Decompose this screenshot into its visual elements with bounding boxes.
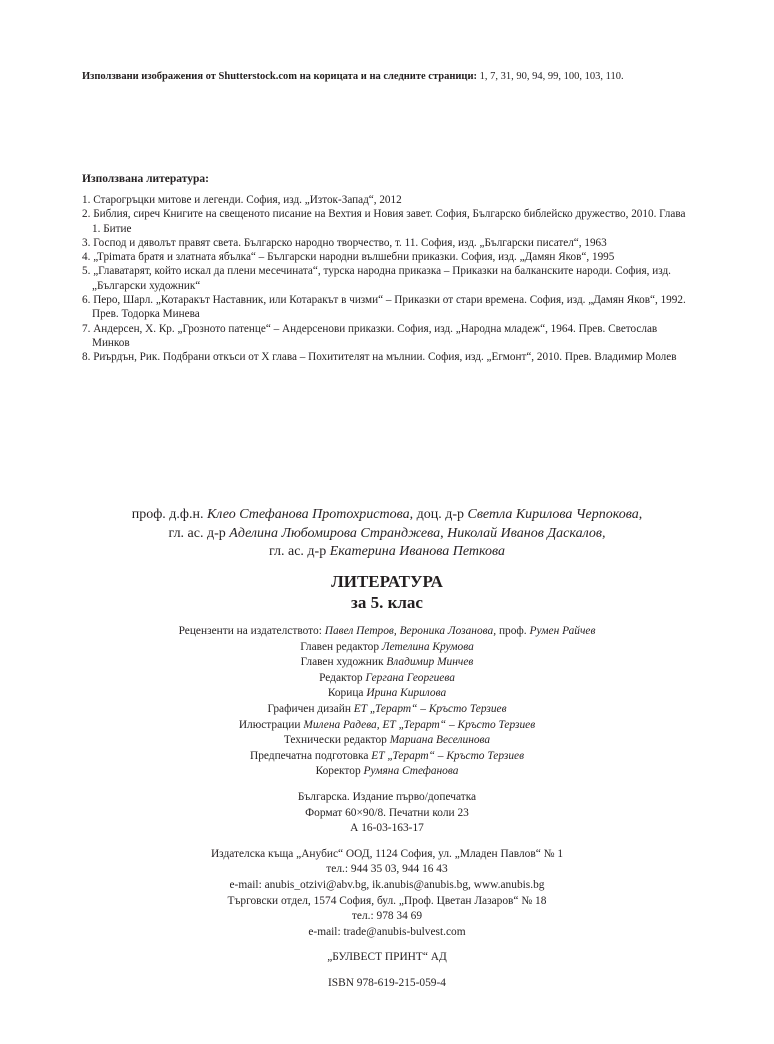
isbn-line: ISBN 978-619-215-059-4 [327,976,446,989]
illustrations-line [0,718,774,734]
editor-label: Редактор [319,671,363,684]
author-2-name: Светла Кирилова Черпокова [467,507,639,522]
chief-editor-label: Главен редактор [300,640,380,653]
chief-artist-line [0,655,774,671]
author-4-name: Николай Иванов Даскалов, [447,525,606,541]
reviewers-line [0,624,774,640]
spacer [0,837,774,847]
image-credits-pages: 1, 7, 31, 90, 94, 99, 100, 103, 110. [479,71,624,82]
reviewers-names: Павел Петров, Вероника Лозанова, [324,625,497,637]
spacer [0,966,774,976]
design-name: ЕТ „Терарт“ – Кръсто Терзиев [353,702,507,715]
image-credits-label: Използвани изображения от Shutterstock.com на корицата и на следните страници: [82,71,478,82]
literature-item: 4. „Трimата братя и златната ябълка“ – Български народни вълшебни приказки. София, изд. „Дамян Яков“, 1995 [82,251,615,264]
authors-line-1 [60,506,714,525]
printer-line: „БУЛВЕСТ ПРИНТ“ АД [327,951,447,964]
author-2-title: , доц. д-р [409,507,465,522]
prepress-name: ЕТ „Терарт“ – Кръсто Терзиев [371,749,525,762]
tech-editor-label: Технически редактор [283,734,387,747]
cover-line [0,686,774,702]
authors-separator: , [440,525,444,541]
book-title: ЛИТЕРАТУРА [331,572,443,591]
authors-line-2 [60,525,714,544]
publisher-line: Издателска къща „Анубис“ ООД, 1124 София, ул. „Младен Павлов“ № 1 [210,847,564,860]
reviewers-last: Румен Райчев [529,625,596,637]
design-line [0,702,774,718]
illustrations-label: Илюстрации [238,718,301,731]
authors-separator: , [638,507,643,522]
reviewers-prof: проф. [498,625,527,637]
chief-artist-name: Владимир Минчев [386,656,474,669]
spacer [0,940,774,950]
imprint-block [0,624,774,991]
chief-editor-line [0,640,774,656]
literature-item: 6. Перо, Шарл. „Котаракът Наставник, или Котаракът в чизми“ – Приказки от стари времена. София, изд. „Дамян Яков“, 1992. Прев. Тодорка Минева [82,294,686,321]
author-3-title: гл. ас. д-р [168,525,226,541]
corrector-name: Румяна Стефанова [363,765,459,778]
author-1-title: проф. д.ф.н. [131,507,204,522]
literature-item: 1. Старогръцки митове и легенди. София, изд. „Изток-Запад“, 2012 [82,194,402,206]
literature-item: 2. Библия, сиреч Книгите на свещеното писание на Вехтия и Новия завет. София, Българско библейско дружество, 2010. Глава 1. Битие [82,208,686,235]
design-label: Графичен дизайн [267,702,351,715]
prepress-line [0,749,774,765]
trade-email-line: e-mail: trade@anubis-bulvest.com [308,925,466,938]
author-5-title: гл. ас. д-р [268,544,327,559]
literature-item: 3. Господ и дяволът правят света. Българско народно творчество, т. 11. София, изд. „Български писател“, 1963 [82,236,607,249]
authors-line-3 [60,543,714,562]
book-title-block [0,571,774,613]
literature-heading: Използвана литература: [82,173,209,185]
edition-line: Българска. Издание първо/допечатка [297,790,477,803]
book-subtitle: за 5. клас [351,593,423,612]
editor-line [0,671,774,687]
literature-list [82,193,692,365]
corrector-line [0,764,774,780]
authors-block [60,506,714,562]
image-credits [82,71,722,82]
trade-dept-line: Търговски отдел, 1574 София, бул. „Проф. Цветан Лазаров“ № 18 [227,894,547,907]
tech-editor-name: Мариана Веселинова [389,734,491,747]
author-3-name: Аделина Любомирова Странджева [229,525,441,541]
tech-editor-line [0,733,774,749]
reviewers-label: Рецензенти на издателството: [178,625,322,637]
editor-name: Гергана Георгиева [365,671,455,684]
code-line: А 16-03-163-17 [350,822,424,835]
author-1-name: Клео Стефанова Протохристова [206,507,410,522]
chief-artist-label: Главен художник [300,656,384,669]
format-line: Формат 60×90/8. Печатни коли 23 [305,806,469,819]
corrector-label: Коректор [315,765,361,778]
phones-line: тел.: 944 35 03, 944 16 43 [326,863,448,876]
author-5-name: Екатерина Иванова Петкова [329,544,506,559]
illustrations-name: Милена Радева, ЕТ „Терарт“ – Кръсто Терзиев [303,718,536,731]
prepress-label: Предпечатна подготовка [249,749,369,762]
trade-phone-line: тел.: 978 34 69 [351,910,423,923]
spacer [0,780,774,790]
cover-name: Ирина Кирилова [366,687,447,700]
chief-editor-name: Летелина Крумова [381,640,474,653]
literature-item: 5. „Главатарят, който искал да плени месечината“, турска народна приказка – Приказки на балканските народи. София, изд. „Български художник“ [82,265,671,292]
literature-item: 8. Риърдън, Рик. Подбрани откъси от Х глава – Похитителят на мълнии. София, изд. „Егмонт“, 2010. Прев. Владимир Молев [82,351,677,364]
emails-line: e-mail: anubis_otzivi@abv.bg, ik.anubis@anubis.bg, www.anubis.bg [229,878,545,891]
literature-item: 7. Андерсен, Х. Кр. „Грозното патенце“ – Андерсенови приказки. София, изд. „Народна младеж“, 1964. Прев. Светослав Минков [82,322,658,349]
cover-label: Корица [327,687,364,700]
